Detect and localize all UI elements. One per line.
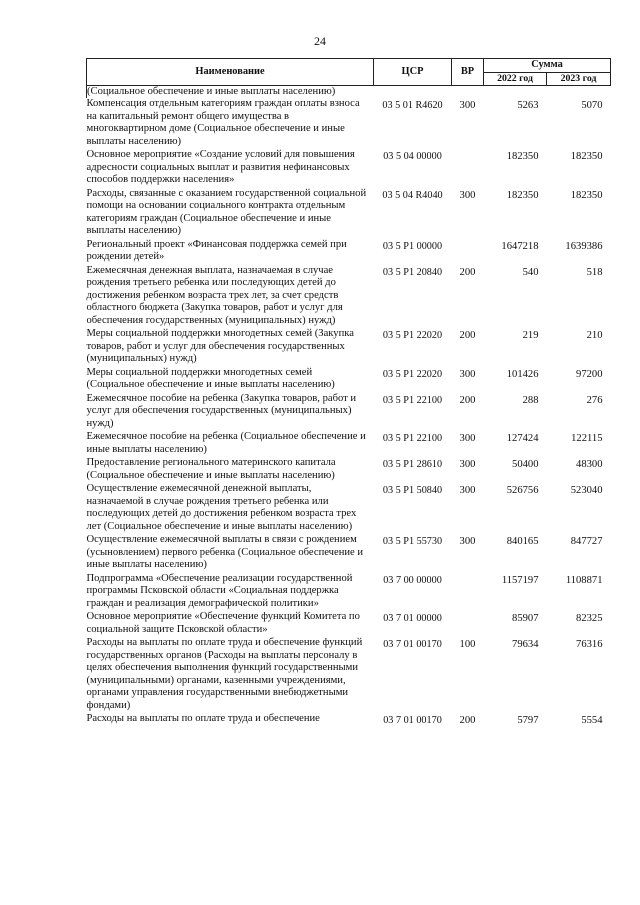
- table-row: [87, 393, 611, 432]
- row-csr: 03 5 P1 28610: [382, 459, 443, 471]
- row-vr: 300: [459, 433, 476, 445]
- row-csr: 03 5 P1 22100: [382, 433, 443, 445]
- table-row: [87, 98, 611, 149]
- row-vr: 200: [459, 330, 476, 342]
- row-name: Региональный проект «Финансовая поддержка семей при рождении детей»: [86, 238, 347, 263]
- row-name: Компенсация отдельным категориям граждан оплаты взноса на капитальный ремонт общего имущества в многоквартирном доме (Социальное обеспечение и иные выплаты населению): [86, 98, 360, 147]
- row-amount-2023: 82325: [576, 613, 603, 625]
- row-amount-2023: 182350: [570, 189, 603, 201]
- header-name: Наименование: [87, 59, 374, 86]
- header-row: [87, 59, 611, 73]
- row-amount-2023: 1108871: [565, 574, 603, 586]
- row-name: Расходы на выплаты по оплате труда и обеспечение функций государственных органов (Расходы на выплаты персоналу в целях обеспечения выполнения функций государственными (муниципальными) органами, казенными учреждениями, органами управления государственными внебюджетными фондами): [86, 637, 363, 711]
- row-vr: [452, 611, 484, 637]
- continuation-text: (Социальное обеспечение и иные выплаты населению): [87, 85, 611, 98]
- page-number: 24: [314, 34, 326, 48]
- table-row: [87, 534, 611, 573]
- table-row: [87, 239, 611, 265]
- row-csr: 03 5 P1 00000: [382, 240, 443, 252]
- row-csr: 03 5 01 R4620: [382, 100, 443, 112]
- row-vr: 300: [459, 459, 476, 471]
- row-amount-2023: 210: [586, 330, 603, 342]
- row-amount-2022: 182350: [506, 151, 539, 163]
- row-name: Ежемесячное пособие на ребенка (Социальное обеспечение и иные выплаты населению): [86, 431, 366, 455]
- row-csr: 03 7 01 00170: [383, 639, 442, 651]
- row-csr: 03 5 04 00000: [383, 151, 442, 163]
- row-vr: 200: [459, 715, 476, 727]
- row-csr: 03 5 P1 20840: [382, 266, 443, 278]
- row-amount-2022: 50400: [512, 459, 539, 471]
- table-row: [87, 149, 611, 188]
- row-vr: 200: [459, 394, 476, 406]
- header-year-2022: 2022 год: [484, 73, 547, 86]
- row-vr: [452, 239, 484, 265]
- header-sum: Сумма: [484, 59, 611, 73]
- row-vr: 300: [459, 536, 476, 548]
- row-csr: 03 5 P1 22020: [382, 330, 443, 342]
- row-vr: [452, 573, 484, 612]
- table-row: [87, 713, 611, 729]
- row-amount-2022: 79634: [512, 639, 539, 651]
- row-amount-2022: 127424: [506, 433, 539, 445]
- row-amount-2023: 276: [586, 394, 603, 406]
- row-csr: 03 5 04 R4040: [382, 189, 443, 201]
- row-name: Расходы на выплаты по оплате труда и обеспечение: [86, 713, 320, 725]
- row-amount-2022: 101426: [506, 368, 539, 380]
- row-amount-2022: 219: [522, 330, 539, 342]
- row-amount-2022: 5263: [517, 100, 539, 112]
- row-amount-2022: 288: [522, 394, 539, 406]
- table-row: [87, 611, 611, 637]
- row-csr: 03 7 01 00170: [383, 715, 442, 727]
- row-amount-2023: 48300: [576, 459, 603, 471]
- row-amount-2022: 1647218: [501, 240, 539, 252]
- row-name: Ежемесячное пособие на ребенка (Закупка товаров, работ и услуг для обеспечения государственных (муниципальных) нужд): [86, 392, 357, 429]
- table-row: [87, 637, 611, 713]
- row-amount-2022: 840165: [506, 536, 539, 548]
- header-vr: ВР: [452, 59, 484, 86]
- row-vr: 300: [459, 485, 476, 497]
- header-csr: ЦСР: [374, 59, 452, 86]
- table-row: [87, 573, 611, 612]
- row-amount-2023: 518: [586, 266, 603, 278]
- row-amount-2023: 523040: [570, 485, 603, 497]
- row-amount-2023: 1639386: [565, 240, 603, 252]
- row-vr: [452, 149, 484, 188]
- row-amount-2022: 5797: [517, 715, 539, 727]
- row-csr: 03 5 P1 22100: [382, 394, 443, 406]
- table-body: [87, 85, 611, 729]
- row-csr: 03 5 P1 22020: [382, 368, 443, 380]
- row-name: Подпрограмма «Обеспечение реализации государственной программы Псковской области «Социальная поддержка граждан и реализация демографической политики»: [86, 572, 353, 609]
- row-vr: 300: [459, 100, 476, 112]
- header-year-2023: 2023 год: [547, 73, 611, 86]
- table-row: [87, 431, 611, 457]
- row-name: Меры социальной поддержки многодетных семей (Закупка товаров, работ и услуг для обеспечения государственных (муниципальных) нужд): [86, 328, 354, 365]
- table-row: [87, 265, 611, 329]
- row-name: Предоставление регионального материнского капитала (Социальное обеспечение и иные выплаты населению): [86, 457, 336, 481]
- budget-table: [86, 58, 611, 729]
- table-row: [87, 328, 611, 367]
- row-amount-2023: 97200: [576, 368, 603, 380]
- row-name: Осуществление ежемесячной денежной выплаты, назначаемой в случае рождения третьего ребенка или последующих детей до достижения ребенком возраста трех лет (Социальное обеспечение и иные выплаты населению): [86, 483, 357, 532]
- table-row: [87, 367, 611, 393]
- row-vr: 300: [459, 368, 476, 380]
- row-amount-2023: 76316: [576, 639, 603, 651]
- row-csr: 03 7 01 00000: [383, 613, 442, 625]
- row-name: Осуществление ежемесячной выплаты в связи с рождением (усыновлением) первого ребенка (Социальное обеспечение и иные выплаты населению): [86, 534, 364, 571]
- table-row: [87, 457, 611, 483]
- table-row: [87, 483, 611, 534]
- row-csr: 03 5 P1 55730: [382, 536, 443, 548]
- row-csr: 03 5 P1 50840: [382, 485, 443, 497]
- continuation-row: [87, 85, 611, 98]
- row-name: Основное мероприятие «Обеспечение функций Комитета по социальной защите Псковской области»: [86, 611, 360, 635]
- row-amount-2023: 182350: [570, 151, 603, 163]
- row-vr: 200: [459, 266, 476, 278]
- row-vr: 300: [459, 189, 476, 201]
- row-csr: 03 7 00 00000: [383, 574, 442, 586]
- row-amount-2022: 540: [522, 266, 539, 278]
- row-amount-2023: 5554: [581, 715, 603, 727]
- row-amount-2023: 5070: [581, 100, 603, 112]
- row-amount-2023: 847727: [570, 536, 603, 548]
- row-amount-2022: 1157197: [501, 574, 539, 586]
- row-amount-2022: 85907: [512, 613, 539, 625]
- row-name: Ежемесячная денежная выплата, назначаемая в случае рождения третьего ребенка или последующих детей до достижения ребенком возраста трех лет, за счет средств областного бюджета (Закупка товаров, работ и услуг для обеспечения государственных (муниципальных) нужд): [86, 264, 343, 326]
- row-name: Основное мероприятие «Создание условий для повышения адресности социальных выплат и развития нефинансовых способов поддержки населения»: [86, 149, 355, 186]
- row-amount-2023: 122115: [571, 433, 603, 445]
- row-amount-2022: 182350: [506, 189, 539, 201]
- row-amount-2022: 526756: [506, 485, 539, 497]
- row-name: Расходы, связанные с оказанием государственной социальной помощи на основании социального контракта отдельным категориям граждан (Социальное обеспечение и иные выплаты населению): [86, 187, 367, 237]
- table-row: [87, 188, 611, 239]
- row-vr: 100: [459, 639, 476, 651]
- row-name: Меры социальной поддержки многодетных семей (Социальное обеспечение и иные выплаты населению): [86, 366, 335, 391]
